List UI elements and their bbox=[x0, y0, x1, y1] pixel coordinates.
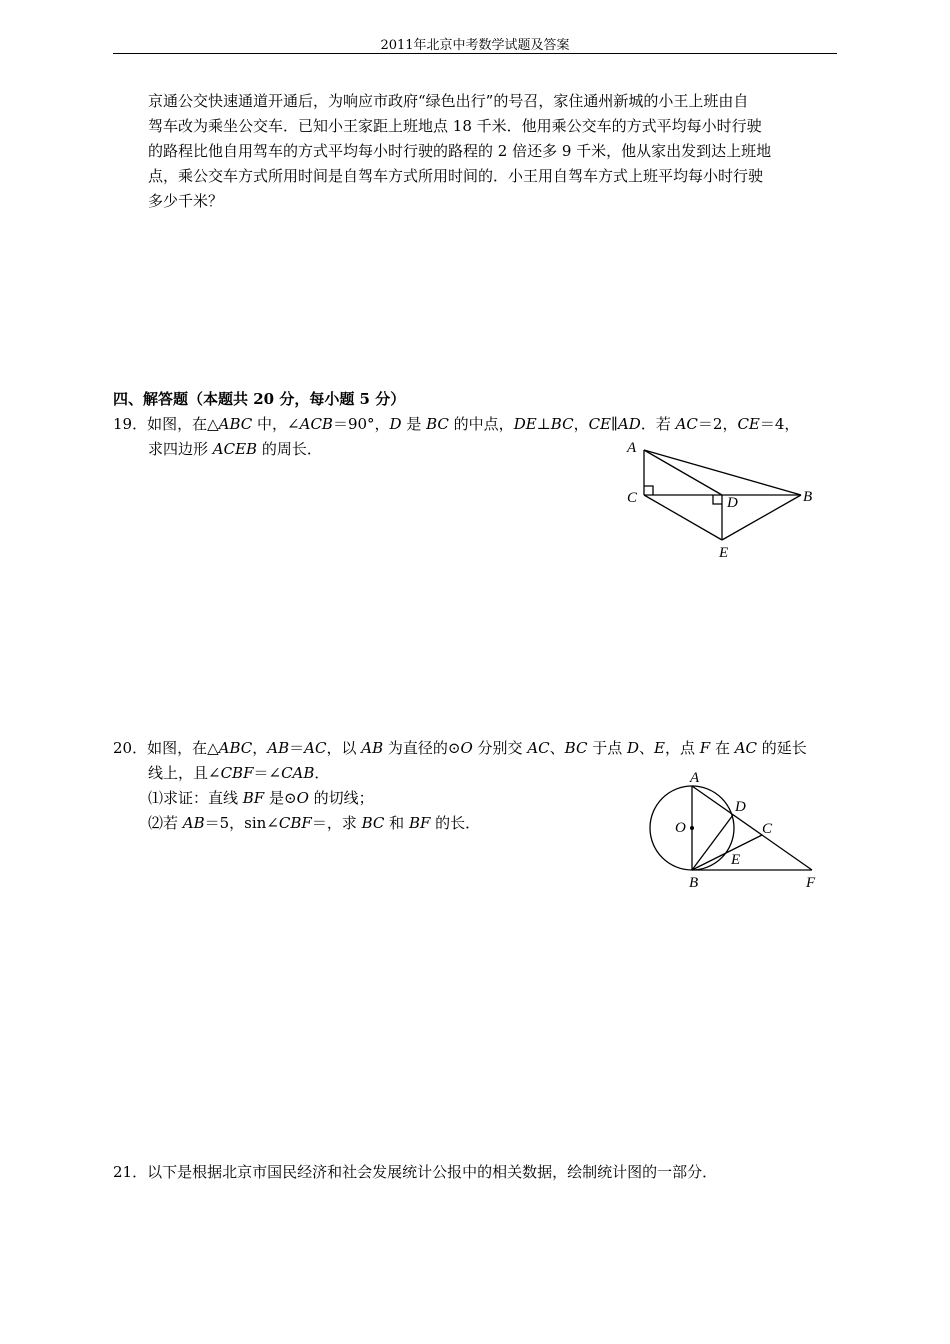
q19-var: DE bbox=[513, 415, 537, 433]
q20-var: AC bbox=[527, 739, 550, 757]
q20-var: AB bbox=[182, 814, 205, 832]
q20-text: ⑴求证：直线 bbox=[148, 789, 243, 807]
q19-var: AD bbox=[617, 415, 641, 433]
q18-line-2: 驾车改为乘坐公交车．已知小王家距上班地点 18 千米．他用乘公交车的方式平均每小时行驶 bbox=[148, 117, 762, 135]
q20-text: ＝，求 bbox=[311, 814, 362, 832]
q19-var: CE bbox=[588, 415, 612, 433]
header-divider bbox=[113, 53, 837, 54]
q20-var: F bbox=[699, 739, 711, 757]
q20-var: CBF bbox=[220, 764, 254, 782]
q20-var: CAB bbox=[281, 764, 315, 782]
q19-text: ∥ bbox=[611, 415, 618, 433]
q20-segment-bc bbox=[692, 835, 762, 870]
q20-text: 和 bbox=[384, 814, 409, 832]
q19-segment-ab bbox=[644, 450, 801, 495]
q20-var: BF bbox=[408, 814, 431, 832]
q20-text: 为直径的⊙ bbox=[383, 739, 461, 757]
q20-text: ＝5，sin∠ bbox=[204, 814, 279, 832]
q20-segment-af bbox=[692, 786, 812, 870]
q19-text: 的中点， bbox=[448, 415, 514, 433]
q20-text: 分别交 bbox=[472, 739, 528, 757]
q20-var: AB bbox=[361, 739, 384, 757]
q20-var: AC bbox=[304, 739, 327, 757]
q20-line-2 bbox=[148, 762, 329, 783]
q18-line-4: 点，乘公交车方式所用时间是自驾车方式所用时间的．小王用自驾车方式上班平均每小时行驶 bbox=[148, 167, 764, 185]
q20-center-dot bbox=[690, 826, 694, 830]
q20-text: ，点 bbox=[664, 739, 700, 757]
q20-subquestion-2 bbox=[148, 812, 480, 833]
q20-var: D bbox=[626, 739, 639, 757]
q20-var: AB bbox=[267, 739, 290, 757]
q19-var: BC bbox=[550, 415, 574, 433]
q19-label-c: C bbox=[627, 490, 638, 506]
q19-var: ACB bbox=[299, 415, 333, 433]
q19-var: ABC bbox=[218, 415, 253, 433]
q19-text: ．若 bbox=[640, 415, 676, 433]
q20-var: CBF bbox=[278, 814, 312, 832]
q20-figure bbox=[640, 765, 830, 895]
q19-label-a: A bbox=[627, 440, 637, 456]
q19-var: AC bbox=[675, 415, 698, 433]
q20-var: BF bbox=[242, 789, 265, 807]
q20-text: 的切线； bbox=[308, 789, 374, 807]
q21-text: 以下是根据北京市国民经济和社会发展统计公报中的相关数据，绘制统计图的一部分． bbox=[147, 1163, 718, 1181]
q20-line-1 bbox=[113, 737, 807, 758]
q20-text: 是⊙ bbox=[264, 789, 297, 807]
q20-label-c: C bbox=[762, 821, 773, 837]
q19-label-d: D bbox=[727, 495, 738, 511]
q19-figure bbox=[615, 435, 825, 565]
question-21 bbox=[113, 1161, 717, 1182]
q20-var: O bbox=[296, 789, 309, 807]
q19-segment-ad bbox=[644, 450, 722, 495]
q19-text: 求四边形 bbox=[148, 440, 213, 458]
q20-label-o: O bbox=[675, 820, 686, 836]
q20-var: E bbox=[654, 739, 665, 757]
q19-label-e: E bbox=[719, 545, 729, 561]
q20-text: ＝∠ bbox=[253, 764, 282, 782]
q19-text: 中，∠ bbox=[252, 415, 300, 433]
q19-number: 19． bbox=[113, 415, 148, 433]
q20-text: 在 bbox=[710, 739, 735, 757]
q20-number: 20． bbox=[113, 739, 148, 757]
q21-number: 21． bbox=[113, 1163, 148, 1181]
q20-text: ＝ bbox=[289, 739, 305, 757]
q20-text: 的长． bbox=[430, 814, 481, 832]
q20-label-b: B bbox=[689, 875, 699, 891]
q20-label-e: E bbox=[731, 852, 741, 868]
page-header-title: 2011年北京中考数学试题及答案 bbox=[380, 38, 570, 53]
q20-text: ⑵若 bbox=[148, 814, 183, 832]
q19-var: ACEB bbox=[212, 440, 258, 458]
q19-var: D bbox=[389, 415, 402, 433]
q20-text: ， bbox=[252, 739, 268, 757]
q18-line-1: 京通公交快速通道开通后，为响应市政府“绿色出行”的号召，家住通州新城的小王上班由自 bbox=[148, 92, 749, 110]
q19-right-angle-c bbox=[644, 486, 653, 495]
q20-var: BC bbox=[361, 814, 385, 832]
q20-var: BC bbox=[564, 739, 588, 757]
q20-text: 、 bbox=[639, 739, 655, 757]
q20-var: ABC bbox=[218, 739, 253, 757]
q19-text: 如图，在△ bbox=[147, 415, 219, 433]
q19-text: ⊥ bbox=[536, 415, 551, 433]
q19-text: 是 bbox=[401, 415, 427, 433]
q20-text: ． bbox=[314, 764, 330, 782]
q19-var: BC bbox=[426, 415, 449, 433]
q19-text: ， bbox=[573, 415, 589, 433]
section-4-title: 四、解答题（本题共 20 分，每小题 5 分） bbox=[113, 390, 406, 408]
q19-var: CE bbox=[737, 415, 760, 433]
q20-text: 、 bbox=[549, 739, 565, 757]
q20-label-d: D bbox=[735, 799, 746, 815]
q19-label-b: B bbox=[803, 489, 813, 505]
q19-right-angle-d bbox=[713, 495, 722, 504]
q20-text: 线上，且∠ bbox=[148, 764, 221, 782]
q20-text: 的延长 bbox=[757, 739, 807, 757]
q20-var: AC bbox=[734, 739, 758, 757]
q20-label-f: F bbox=[806, 875, 816, 891]
q19-segment-ce bbox=[644, 495, 722, 540]
q19-text: ＝2， bbox=[697, 415, 738, 433]
q19-text: ＝90°， bbox=[332, 415, 390, 433]
q20-label-a: A bbox=[690, 770, 700, 786]
q20-text: 于点 bbox=[587, 739, 627, 757]
q19-line-2 bbox=[148, 438, 322, 459]
q18-line-3: 的路程比他自用驾车的方式平均每小时行驶的路程的 2 倍还多 9 千米，他从家出发到达上班地 bbox=[148, 142, 772, 160]
q20-text: 如图，在△ bbox=[147, 739, 219, 757]
q20-var: O bbox=[460, 739, 473, 757]
q19-line-1 bbox=[113, 413, 799, 434]
q20-subquestion-1 bbox=[148, 787, 374, 808]
q18-line-5: 多少千米？ bbox=[148, 192, 224, 210]
q20-segment-bd bbox=[692, 815, 733, 870]
q19-text: ＝4， bbox=[759, 415, 800, 433]
q19-text: 的周长． bbox=[257, 440, 322, 458]
q20-text: ，以 bbox=[326, 739, 362, 757]
